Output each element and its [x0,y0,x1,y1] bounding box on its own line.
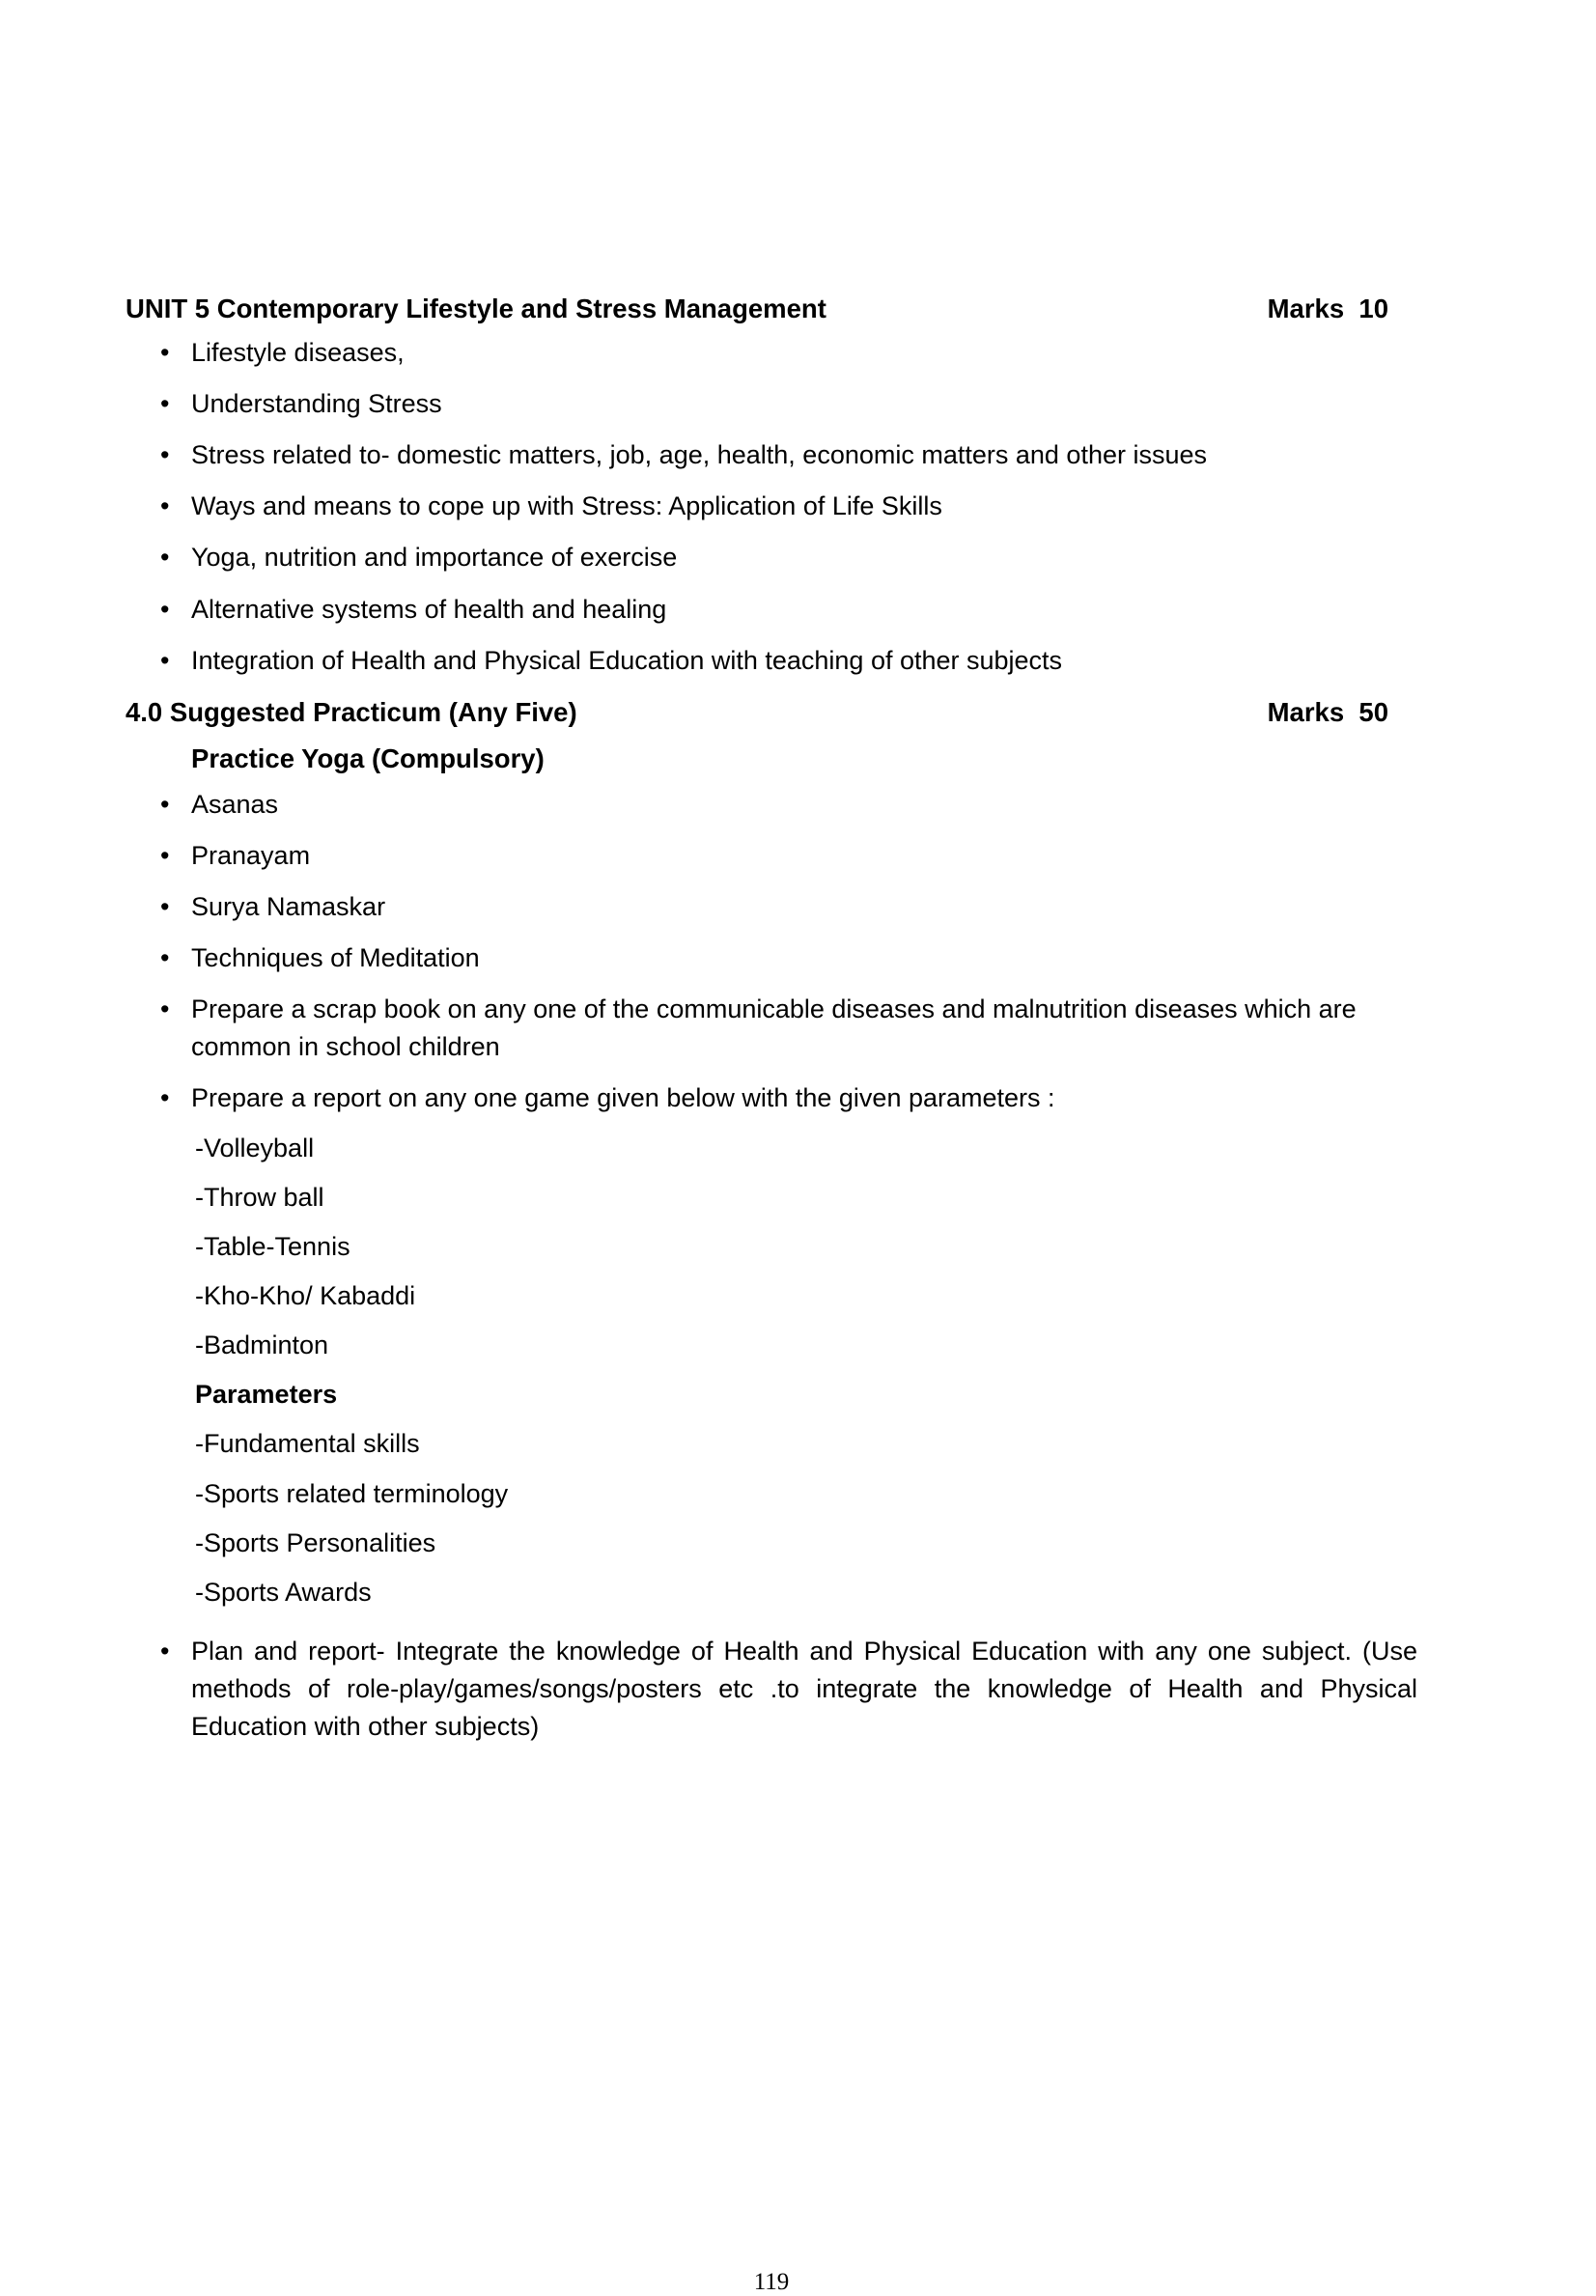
list-item-text: Alternative systems of health and healing [191,594,667,624]
list-item [126,939,1417,977]
practicum-subtitle: Practice Yoga (Compulsory) [191,742,545,773]
list-item-text: Yoga, nutrition and importance of exercise [191,543,678,573]
bullet-icon: • [160,1083,170,1113]
bullet-icon: • [160,789,170,819]
document-body [126,290,1417,2295]
list-item-text: Asanas [191,789,279,819]
list-item-text: Understanding Stress [191,389,442,419]
list-item-text: Stress related to- domestic matters, job, age, health, economic matters and other issues [191,440,1207,470]
unit5-marks: Marks 10 [1267,294,1388,323]
bullet-icon: • [160,891,170,921]
list-item-text: Prepare a scrap book on any one of the communicable diseases and malnutrition diseases which are common in school children [191,994,1357,1062]
list-item-text: Ways and means to cope up with Stress: Application of Life Skills [191,491,942,521]
list-item [126,539,1417,576]
list-item [126,888,1417,926]
bullet-icon: • [160,840,170,870]
list-item [126,642,1417,680]
list-item-text: Techniques of Meditation [191,943,480,973]
list-item [126,488,1417,525]
practicum-title: 4.0 Suggested Practicum (Any Five) [126,696,577,727]
parameters-list-item: -Sports Awards [195,1577,372,1607]
list-item [126,591,1417,629]
games-list-item: -Badminton [195,1330,329,1360]
bullet-icon: • [160,994,170,1024]
parameters-list-item: -Fundamental skills [195,1429,420,1459]
bullet-icon: • [160,491,170,521]
bullet-icon: • [160,389,170,419]
list-item-text: Surya Namaskar [191,891,386,921]
list-item [126,334,1417,372]
list-item-text: Lifestyle diseases, [191,337,405,367]
games-list-item: -Throw ball [195,1182,324,1212]
list-item-text: Pranayam [191,840,311,870]
practicum-heading [126,693,1417,732]
parameters-list-item: -Sports Personalities [195,1527,436,1557]
list-item [126,786,1417,824]
bullet-icon: • [160,645,170,675]
parameters-list-item: -Sports related terminology [195,1478,509,1508]
bullet-icon: • [160,594,170,624]
page-number: 119 [753,2269,790,2295]
unit5-bullet-list [126,334,1417,680]
games-list-item: -Volleyball [195,1133,315,1162]
list-item-report [126,1079,1417,1611]
practicum-marks: Marks 50 [1267,696,1388,727]
bullet-icon: • [160,440,170,470]
list-item [126,991,1417,1066]
games-list-item: -Table-Tennis [195,1231,350,1261]
games-list-item: -Kho-Kho/ Kabaddi [195,1281,416,1311]
bullet-icon: • [160,1637,170,1666]
unit5-title: UNIT 5 Contemporary Lifestyle and Stress Management [126,294,826,323]
bullet-icon: • [160,337,170,367]
list-item-final [126,1633,1417,1746]
practicum-bullet-list [126,786,1417,1747]
bullet-icon: • [160,943,170,973]
list-item-text: Plan and report- Integrate the knowledge of Health and Physical Education with any one subject. (Use methods of role-play/games/songs/posters etc .to integrate the knowledge of Health and Physical Education with other subjects) [191,1637,1417,1742]
unit5-heading [126,290,1417,328]
list-item [126,385,1417,423]
list-item-text: Integration of Health and Physical Education with teaching of other subjects [191,645,1063,675]
games-list [195,1130,1417,1611]
bullet-icon: • [160,543,170,573]
list-item-text: Prepare a report on any one game given below with the given parameters : [191,1083,1055,1113]
list-item [126,837,1417,875]
parameters-heading: Parameters [195,1380,338,1410]
list-item [126,436,1417,474]
